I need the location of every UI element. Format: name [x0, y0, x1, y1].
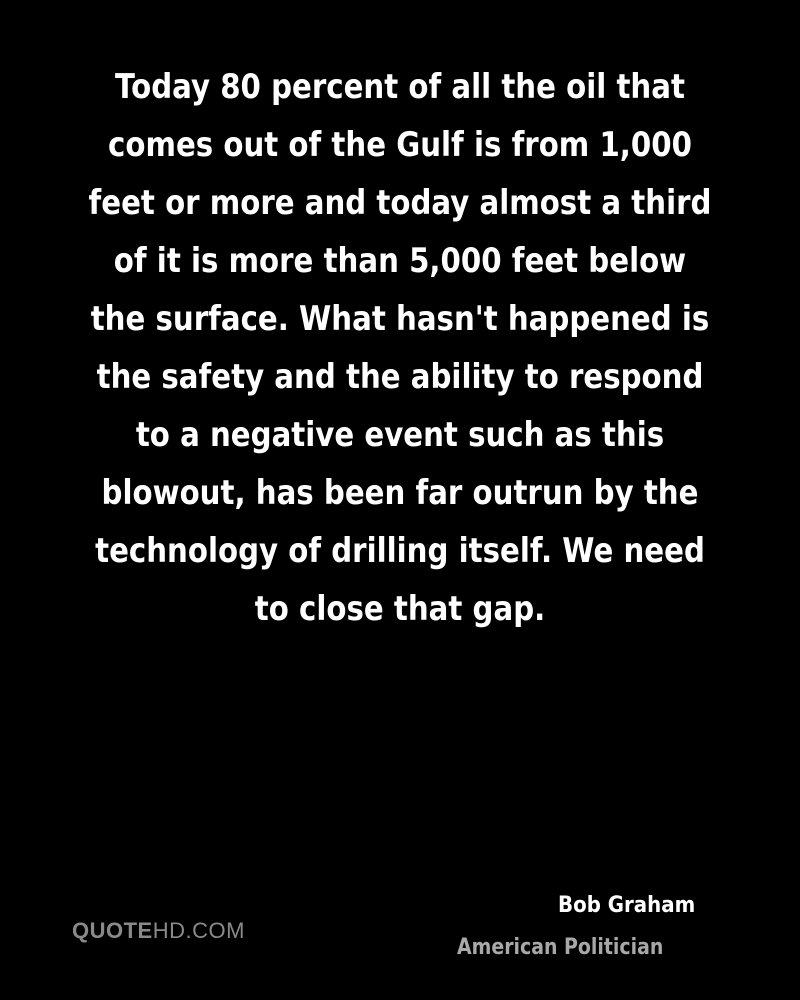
quote-line-1: Today 80 percent of all the oil that: [115, 67, 685, 107]
quote-line-6: the safety and the ability to respond: [96, 357, 704, 397]
quote-line-2: comes out of the Gulf is from 1,000: [108, 125, 692, 165]
author-name: Bob Graham: [558, 893, 696, 918]
quote-line-4: of it is more than 5,000 feet below: [113, 241, 687, 281]
quote-line-10: to close that gap.: [254, 589, 546, 629]
quote-line-3: feet or more and today almost a third: [88, 183, 712, 223]
logo-rest-text: HD.COM: [152, 918, 245, 943]
quote-line-5: the surface. What hasn't happened is: [90, 299, 710, 339]
author-role: American Politician: [457, 935, 664, 960]
quote-line-9: technology of drilling itself. We need: [95, 531, 705, 571]
quote-text: [30, 58, 770, 638]
quote-line-7: to a negative event such as this: [135, 415, 665, 455]
quote-line-8: blowout, has been far outrun by the: [101, 473, 699, 513]
site-logo[interactable]: [72, 918, 245, 944]
logo-bold-text: QUOTE: [72, 918, 153, 943]
